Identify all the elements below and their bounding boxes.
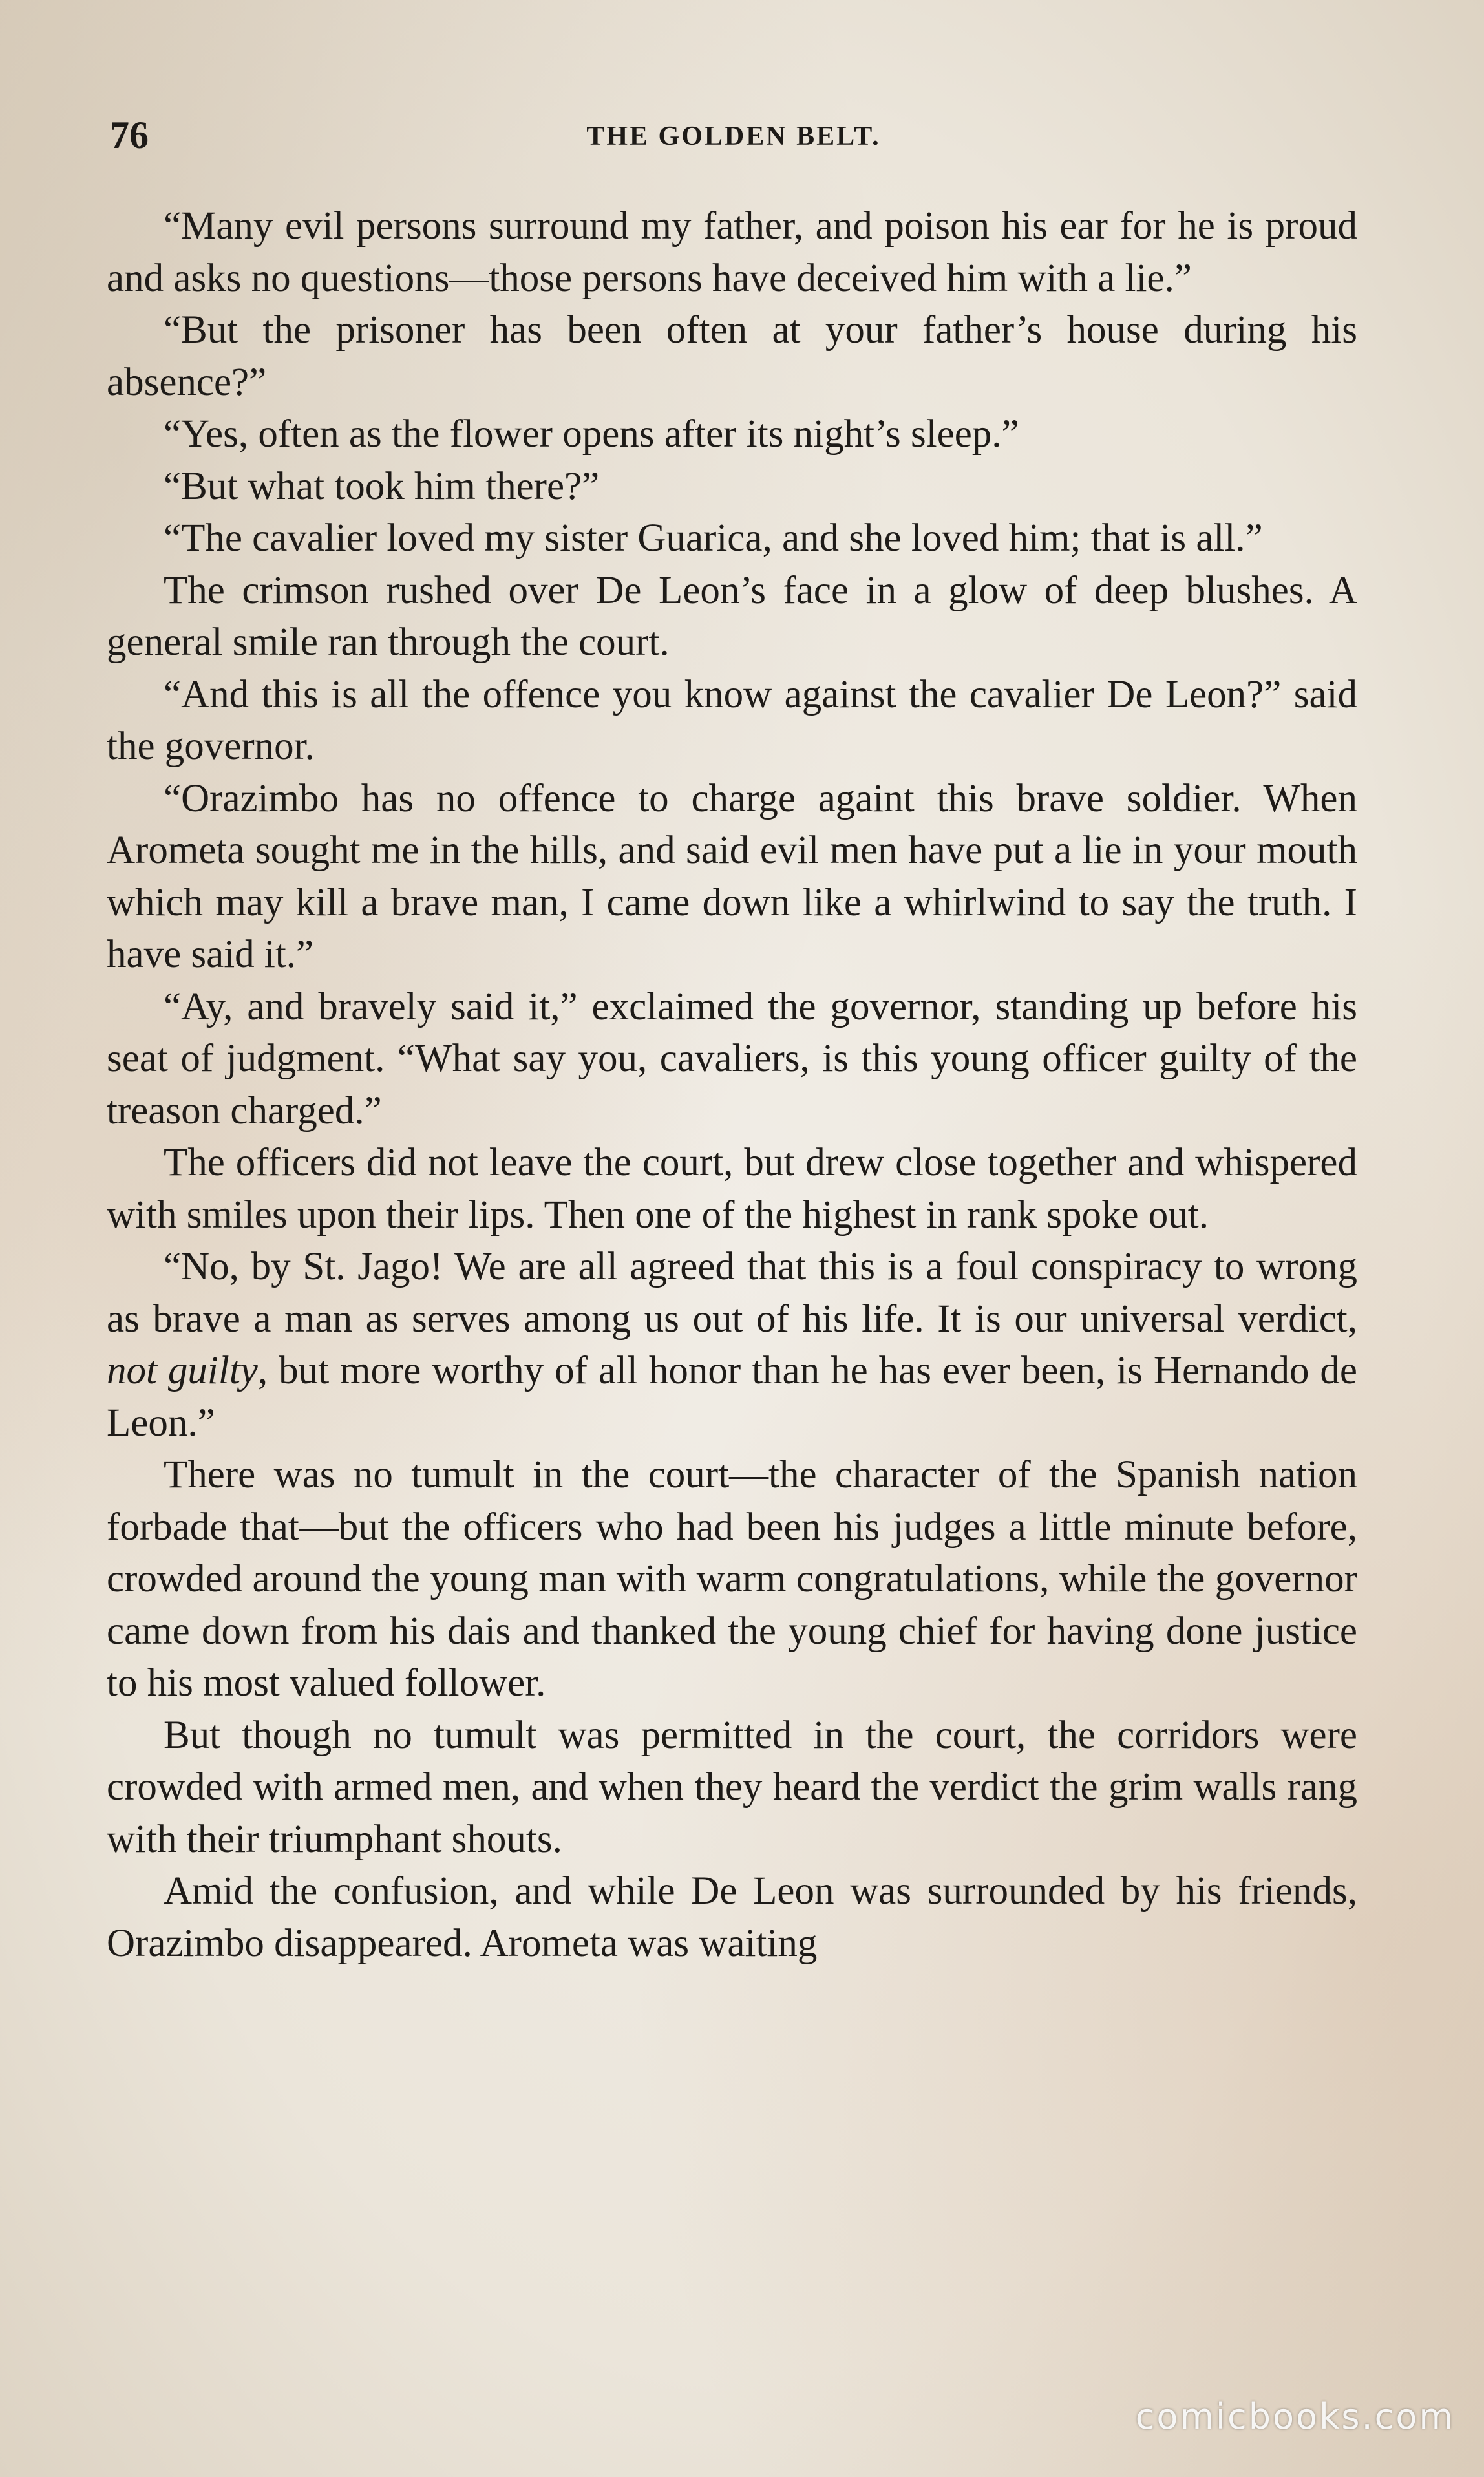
paragraph: “Yes, often as the flower opens after its night’s sleep.” [164, 412, 1019, 456]
paragraph: “Many evil persons surround my father, and poison his ear for he is proud and asks no questions—those persons have deceived him with a lie.” [107, 204, 1357, 300]
paragraph: The officers did not leave the court, but drew close together and whispered with smiles upon their lips. Then one of the highest in rank spoke out. [107, 1141, 1357, 1237]
paragraph: “The cavalier loved my sister Guarica, and she loved him; that is all.” [164, 516, 1263, 560]
paragraph: “But the prisoner has been often at your father’s house during his absence?” [107, 308, 1357, 404]
paragraph: Amid the confusion, and while De Leon was surrounded by his friends, Orazimbo disappeared. Arometa was waiting [107, 1869, 1357, 1965]
paragraph: “Orazimbo has no offence to charge againt this brave soldier. When Arometa sought me in the hills, and said evil men have put a lie in your mouth which may kill a brave man, I came down like a whirlwind to say the truth. I have said it.” [107, 776, 1357, 976]
paragraph: “And this is all the offence you know against the cavalier De Leon?” said the governor. [107, 672, 1357, 768]
paragraph: The crimson rushed over De Leon’s face in a glow of deep blushes. A general smile ran through the court. [107, 568, 1357, 664]
paragraph: “Ay, and bravely said it,” exclaimed the governor, standing up before his seat of judgment. “What say you, cavaliers, is this young officer guilty of the treason charged.” [107, 984, 1357, 1132]
paragraph: But though no tumult was permitted in the court, the corridors were crowded with armed men, and when they heard the verdict the grim walls rang with their triumphant shouts. [107, 1713, 1357, 1861]
paragraph: “But what took him there?” [164, 464, 600, 508]
running-head: THE GOLDEN BELT. [586, 122, 881, 151]
verdict-text-after: , but more worthy of all honor than he has ever been, is Hernando de Leon.” [107, 1349, 1357, 1445]
paragraph-verdict [107, 1241, 1357, 1449]
page-number: 76 [110, 114, 149, 156]
page-header [110, 113, 1357, 158]
body-text [107, 200, 1357, 1970]
verdict-text-before: “No, by St. Jago! We are all agreed that this is a foul conspiracy to wrong as brave a man as serves among us out of his life. It is our universal verdict, [107, 1245, 1357, 1341]
watermark: comicbooks.com [1135, 2396, 1455, 2437]
paragraph: There was no tumult in the court—the character of the Spanish nation forbade that—but the officers who had been his judges a little minute before, crowded around the young man with warm congratulations, while the governor came down from his dais and thanked the young chief for having done justice to his most valued follower. [107, 1453, 1357, 1705]
verdict-italic: not guilty [107, 1349, 258, 1392]
